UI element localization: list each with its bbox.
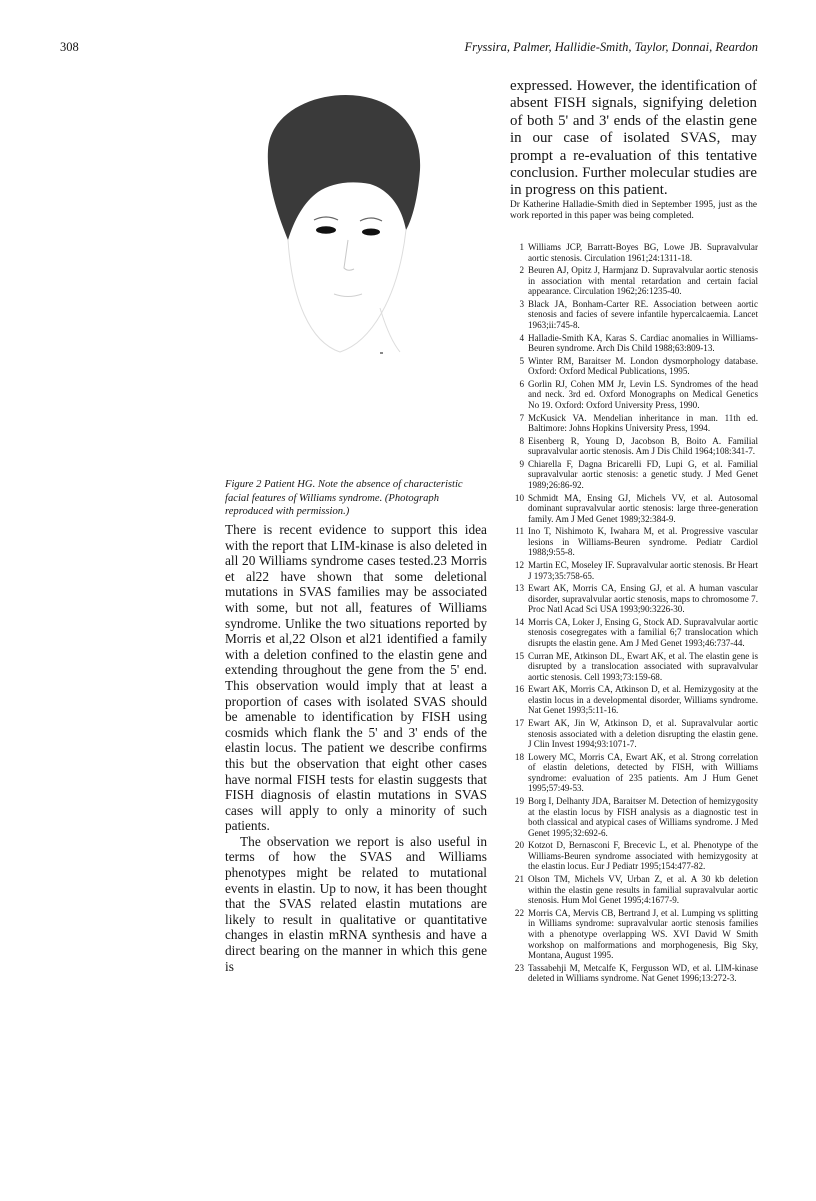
- photo-speck: [380, 352, 383, 354]
- reference-item: [510, 299, 758, 331]
- reference-item: [510, 333, 758, 354]
- reference-item: [510, 356, 758, 377]
- right-eye: [362, 229, 380, 236]
- reference-item: [510, 651, 758, 683]
- reference-text: Eisenberg R, Young D, Jacobson B, Boito A. Familial supravalvular aortic stenosis. Am J Dis Child 1964;108:341-7.: [528, 435, 758, 457]
- reference-text: Ewart AK, Jin W, Atkinson D, et al. Supravalvular aortic stenosis associated with a deletion disrupting the elastin gene. J Clin Invest 1994;93:1071-7.: [528, 717, 758, 750]
- reference-number: 6: [519, 378, 524, 389]
- reference-item: [510, 684, 758, 716]
- reference-number: 23: [514, 962, 524, 973]
- reference-item: [510, 796, 758, 838]
- reference-item: [510, 379, 758, 411]
- page-header: [60, 40, 758, 60]
- reference-item: [510, 840, 758, 872]
- reference-text: Chiarella F, Dagna Bricarelli FD, Lupi G, et al. Familial supravalvular aortic stenosis: a genetic study. J Med Genet 1989;26:86-92.: [528, 458, 758, 490]
- reference-item: [510, 265, 758, 297]
- reference-item: [510, 874, 758, 906]
- body-paragraph: The observation we report is also useful in terms of how the SVAS and Williams phenotypes might be related to mutational events in elastin. Up to now, it has been thought that the SVAS related elastin mutations are likely to result in qualitative or quantitative changes in elastin mRNA synthesis and have a direct bearing on the manner in which this gene is: [225, 833, 487, 974]
- hair: [268, 95, 420, 240]
- reference-number: 14: [514, 616, 524, 627]
- reference-number: 16: [514, 684, 524, 695]
- reference-number: 9: [519, 458, 524, 469]
- left-eye: [316, 226, 336, 234]
- reference-text: Kotzot D, Bernasconi F, Brecevic L, et al. Phenotype of the Williams-Beuren syndrome associated with hemizygosity at the elastin locus. Eur J Pediatr 1995;154:477-82.: [528, 840, 758, 872]
- neck-shadow: [380, 308, 400, 352]
- reference-text: Martin EC, Moseley IF. Supravalvular aortic stenosis. Br Heart J 1973;35:758-65.: [528, 559, 758, 581]
- reference-text: Black JA, Bonham-Carter RE. Association between aortic stenosis and facies of severe infantile hypercalcaemia. Lancet 1963;ii:745-8.: [528, 298, 758, 331]
- reference-item: [510, 560, 758, 581]
- reference-number: 21: [514, 874, 524, 884]
- left-eyebrow: [314, 217, 338, 220]
- reference-text: McKusick VA. Mendelian inheritance in man. 11th ed. Baltimore: Johns Hopkins University Press, 1994.: [528, 412, 758, 434]
- reference-text: Ewart AK, Morris CA, Ensing GJ, et al. A human vascular disorder, supravalvular aortic stenosis, maps to chromosome 7. Proc Natl Acad Sci USA 1993;90:3226-30.: [528, 583, 758, 615]
- reference-number: 7: [519, 412, 524, 423]
- reference-number: 18: [514, 751, 524, 762]
- reference-text: Williams JCP, Barratt-Boyes BG, Lowe JB. Supravalvular aortic stenosis. Circulation 1961;24:1311-18.: [528, 242, 758, 263]
- reference-number: 10: [514, 492, 524, 503]
- reference-item: [510, 526, 758, 558]
- figure-caption: Figure 2 Patient HG. Note the absence of characteristic facial features of Williams syndrome. (Photograph reproduced with permission.): [225, 479, 463, 518]
- reference-item: [510, 459, 758, 491]
- reference-item: [510, 752, 758, 794]
- reference-text: Tassabehji M, Metcalfe K, Fergusson WD, et al. LIM-kinase deleted in Williams syndrome. Nat Genet 1996;13:272-3.: [528, 962, 758, 984]
- reference-number: 17: [514, 717, 524, 728]
- nose: [344, 240, 354, 270]
- reference-item: [510, 963, 758, 984]
- reference-item: [510, 436, 758, 457]
- left-column-body: [225, 522, 487, 974]
- reference-text: Gorlin RJ, Cohen MM Jr, Levin LS. Syndromes of the head and neck. 3rd ed. Oxford Monographs on Medical Genetics No 19. Oxford: Oxford University Press, 1990.: [528, 378, 758, 410]
- reference-text: Morris CA, Mervis CB, Bertrand J, et al. Lumping vs splitting in Williams syndrome: supravalvular aortic stenosis families with a phenotype overlapping WS. XVI David W Smith workshop on malformations and morphogenesis, Big Sky, Montana, August 1995.: [528, 907, 758, 961]
- reference-item: [510, 718, 758, 750]
- reference-text: Ino T, Nishimoto K, Iwahara M, et al. Progressive vascular lesions in Williams-Beuren syndrome. Pediatr Cardiol 1988;9:55-8.: [528, 526, 758, 558]
- reference-number: 1: [519, 242, 524, 252]
- reference-number: 11: [515, 526, 524, 537]
- right-column-body: expressed. However, the identification of absent FISH signals, signifying deletion of both 5' and 3' ends of the elastin gene in our case of isolated SVAS, may prompt a re-evaluation of this tentative conclusion. Further molecular studies are in progress on this patient.: [510, 78, 757, 199]
- reference-number: 5: [519, 355, 524, 366]
- reference-text: Curran ME, Atkinson DL, Ewart AK, et al. The elastin gene is disrupted by a translocation associated with supravalvular aortic stenosis. Cell 1993;73:159-68.: [528, 650, 758, 682]
- reference-item: [510, 617, 758, 649]
- reference-number: 15: [514, 650, 524, 661]
- reference-item: [510, 413, 758, 434]
- reference-text: Schmidt MA, Ensing GJ, Michels VV, et al. Autosomal dominant supravalvular aortic stenosis: large three-generation family. Am J Med Genet 1989;32:384-9.: [528, 492, 758, 524]
- reference-list: [510, 242, 758, 986]
- reference-text: Beuren AJ, Opitz J, Harmjanz D. Supravalvular aortic stenosis in association with mental retardation and certain facial appearance. Circulation 1962;26:1235-40.: [528, 265, 758, 297]
- reference-number: 2: [519, 265, 524, 276]
- reference-item: [510, 583, 758, 615]
- acknowledgement-note: Dr Katherine Halladie-Smith died in September 1995, just as the work reported in this paper was being completed.: [510, 200, 757, 221]
- mouth: [334, 294, 362, 297]
- reference-number: 8: [519, 435, 524, 446]
- reference-number: 19: [514, 795, 524, 806]
- patient-photograph: [230, 80, 450, 470]
- right-eyebrow: [360, 218, 382, 221]
- reference-text: Lowery MC, Morris CA, Ewart AK, et al. Strong correlation of elastin deletions, detected by FISH, with Williams syndrome: evaluation of 235 patients. Am J Hum Genet 1995;57:49-53.: [528, 751, 758, 794]
- reference-item: [510, 493, 758, 525]
- reference-text: Winter RM, Baraitser M. London dysmorphology database. Oxford: Oxford Medical Publications, 1995.: [528, 355, 758, 377]
- reference-text: Borg I, Delhanty JDA, Baraitser M. Detection of hemizygosity at the elastin locus by FISH analysis as a diagnostic test in both classical and atypical cases of Williams syndrome. J Med Genet 1995;32:692-6.: [528, 795, 758, 838]
- reference-item: [510, 242, 758, 263]
- reference-number: 20: [514, 840, 524, 851]
- reference-number: 12: [514, 559, 524, 570]
- reference-text: Ewart AK, Morris CA, Atkinson D, et al. Hemizygosity at the elastin locus in a developmental disorder, Williams syndrome. Nat Genet 1993;5:11-16.: [528, 684, 758, 716]
- reference-text: Halladie-Smith KA, Karas S. Cardiac anomalies in Williams-Beuren syndrome. Arch Dis Child 1988;63:809-13.: [528, 332, 758, 354]
- reference-text: Morris CA, Loker J, Ensing G, Stock AD. Supravalvular aortic stenosis cosegregates with a familial 6;7 translocation which disrupts the elastin gene. Am J Med Genet 1993;46:737-44.: [528, 616, 758, 648]
- running-head-authors: Fryssira, Palmer, Hallidie-Smith, Taylor, Donnai, Reardon: [464, 40, 758, 54]
- reference-number: 4: [519, 332, 524, 343]
- reference-item: [510, 908, 758, 961]
- reference-text: Olson TM, Michels VV, Urban Z, et al. A 30 kb deletion within the elastin gene results in familial supravalvular aortic stenosis. Hum Mol Genet 1995;4:1677-9.: [528, 874, 758, 906]
- reference-number: 3: [519, 298, 524, 309]
- page-number: 308: [60, 40, 79, 54]
- body-paragraph: There is recent evidence to support this idea with the report that LIM-kinase is also deleted in all 20 Williams syndrome cases tested.23 Morris et al22 have shown that some deletional mutations in SVAS families may be associated with some, but not all, features of Williams syndrome. Unlike the two situations reported by Morris et al,22 Olson et al21 identified a family with a deletion confined to the elastin gene and extending throughout the gene from the 5' end. This observation would imply that at least a proportion of cases with isolated SVAS should be amenable to identification by FISH using cosmids which flank the 5' and 3' ends of the elastin locus. The patient we describe confirms this but the observation that eight other cases have normal FISH tests for elastin suggests that FISH diagnosis of elastin mutations in SVAS cases will apply to only a minority of such patients.: [225, 522, 487, 834]
- reference-number: 22: [514, 907, 524, 918]
- reference-number: 13: [514, 583, 524, 594]
